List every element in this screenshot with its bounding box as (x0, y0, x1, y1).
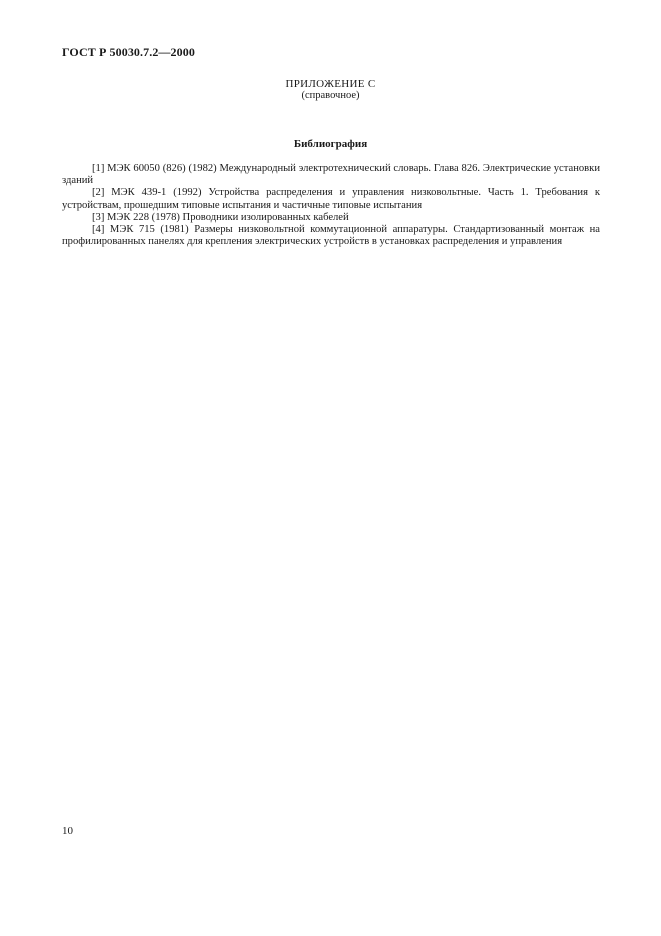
bibliography-entry-2: [2] МЭК 439-1 (1992) Устройства распределения и управления низковольтные. Часть 1. Требования к устройствам, прошедшим типовые испытания и частичные типовые испытания (62, 187, 600, 211)
bibliography-entry-3: [3] МЭК 228 (1978) Проводники изолированных кабелей (92, 211, 349, 223)
bibliography-entry-1: [1] МЭК 60050 (826) (1982) Международный электротехнический словарь. Глава 826. Электрические установки зданий (62, 163, 600, 187)
page-number: 10 (62, 825, 73, 837)
document-code: ГОСТ Р 50030.7.2—2000 (62, 45, 195, 59)
appendix-subtitle: (справочное) (301, 90, 360, 101)
bibliography-list (62, 163, 600, 248)
bibliography-entry-4: [4] МЭК 715 (1981) Размеры низковольтной коммутационной аппаратуры. Стандартизованный монтаж на профилированных панелях для крепления электрических устройств в установках распределения и управления (62, 224, 600, 248)
appendix-title: ПРИЛОЖЕНИЕ С (285, 78, 376, 90)
bibliography-heading: Библиография (293, 138, 368, 150)
